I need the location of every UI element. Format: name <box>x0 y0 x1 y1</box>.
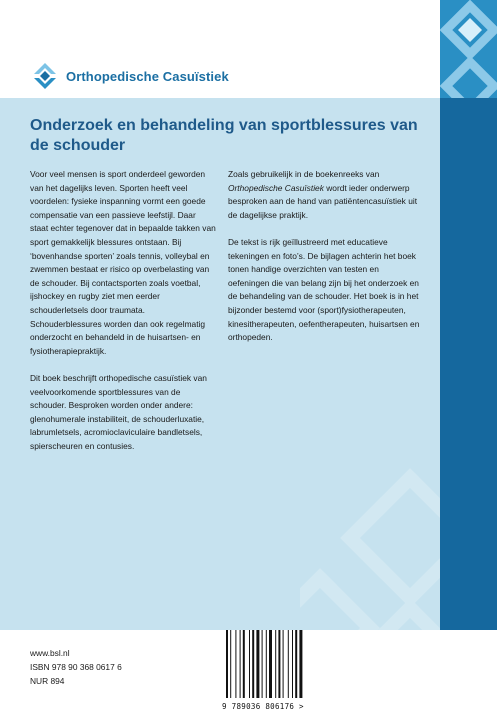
right-p1-text-a: Zoals gebruikelijk in de boekenreeks van <box>228 169 380 179</box>
book-title: Onderzoek en behandeling van sportblessures van de schouder <box>30 117 418 154</box>
left-paragraph-2: Dit boek beschrijft orthopedische casuïstiek van veelvoorkomende sportblessures van de schouder. Besproken worden onder andere: glenohumerale instabiliteit, de schouderluxatie, labrumletsels, acromioclaviculaire bandletsels, spierscheuren en contusies. <box>30 372 207 451</box>
diamond-logo-icon <box>30 61 60 91</box>
series-logo <box>30 60 229 92</box>
nur-code: NUR 894 <box>30 676 65 686</box>
barcode-icon <box>226 630 316 700</box>
publisher-website: www.bsl.nl <box>30 648 70 658</box>
description-right-column <box>228 168 420 358</box>
left-paragraph-1: Voor veel mensen is sport onderdeel geworden van het dagelijks leven. Sporten heeft veel voordelen: fysieke inspanning vormt een goede compensatie van een passieve leefstijl. Daar staat echter tegenover dat in bepaalde takken van sport gemakkelijk blessures ontstaan. Bij ‘bovenhandse sporten’ zoals tennis, volleybal en zwemmen bestaat er risico op overbelasting van de schouder. Bij contactsporten zoals voetbal, ijshockey en rugby ziet men eerder schouderletsels door traumata. Schouderblessures worden dan ook regelmatig onderzocht en behandeld in de huisartsen- en fysiotherapiepraktijk. <box>30 169 216 356</box>
imprint-block <box>30 646 122 688</box>
right-paragraph-2: De tekst is rijk geïllustreerd met educatieve tekeningen en foto’s. De bijlagen achterin het boek tonen handige overzichten van testen en oefeningen die van belang zijn bij het onderzoek en de behandeling van de schouder. Het boek is in het bijzonder bestemd voor (sport)fysiotherapeuten, kinesitherapeuten, oefentherapeuten, huisartsen en orthopeden. <box>228 236 420 343</box>
cover-top-band <box>0 0 440 98</box>
right-p1-text-b: wordt ieder onderwerp besproken aan de hand van patiëntencasuïstiek uit de dagelijkse praktijk. <box>228 182 418 220</box>
isbn-number: ISBN 978 90 368 0617 6 <box>30 662 122 672</box>
diamond-pattern-icon <box>440 0 497 98</box>
decorative-side-strip <box>440 0 497 630</box>
barcode-digits: 9 789036 806176 > <box>222 702 304 711</box>
description-left-column <box>30 168 216 467</box>
series-title: Orthopedische Casuïstiek <box>66 68 229 84</box>
series-name-italic: Orthopedische Casuïstiek <box>228 182 324 193</box>
cover-footer <box>0 630 497 720</box>
side-strip-dark <box>440 98 497 630</box>
right-paragraph-1 <box>228 168 420 222</box>
